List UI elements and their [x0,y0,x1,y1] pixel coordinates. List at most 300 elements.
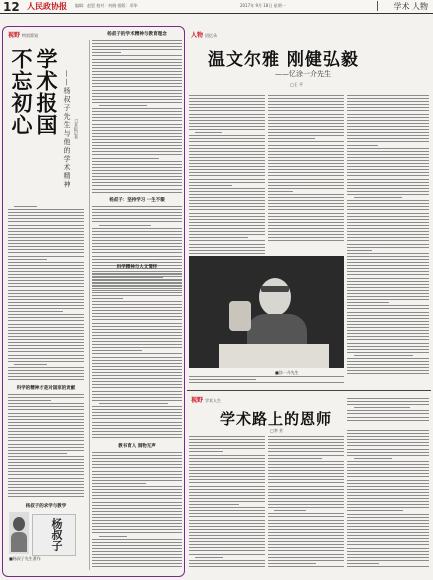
text-line [347,526,429,527]
text-line [268,98,344,99]
book-cover-title: 杨叔子 [50,518,63,551]
text-line [347,157,429,158]
text-line [92,394,182,395]
text-line [8,333,84,334]
text-line [8,305,84,306]
book-cover-image [32,514,76,556]
text-line [347,520,429,521]
text-line [92,529,182,530]
text-line [347,95,429,96]
text-line [268,129,344,130]
right-bottom-text-2 [268,436,344,570]
text-line [347,449,429,450]
text-line [189,439,265,440]
text-line [347,231,429,232]
text-line [347,175,429,176]
text-line [347,225,429,226]
text-line [92,279,182,280]
text-line [92,167,182,168]
text-line [92,148,182,149]
text-line [347,250,372,251]
text-line [92,363,182,364]
text-line [347,117,429,118]
text-line [268,120,344,121]
text-line [189,461,265,462]
text-line [92,212,182,213]
text-line [92,43,182,44]
text-line [274,510,306,511]
text-line [92,545,182,546]
text-line [347,367,429,368]
text-line [8,409,84,410]
text-line [92,341,182,342]
text-line [268,550,344,551]
right-top-title: 温文尔雅 刚健弘毅 [208,50,359,70]
text-line [189,182,265,183]
text-line [268,166,344,167]
text-line [92,301,182,302]
text-line [189,554,265,555]
text-line [347,514,429,515]
text-line [8,317,84,318]
text-line [92,151,182,152]
text-line [8,299,84,300]
page-number: 12 [3,0,20,14]
right-top-text-3 [347,95,429,380]
right-top-author: □王 平 [290,82,304,87]
text-line [92,418,182,419]
text-line [8,440,84,441]
text-line [347,417,429,418]
text-line [268,203,344,204]
text-line [8,327,84,328]
text-line [268,516,344,517]
text-line [347,265,429,266]
text-line [8,465,84,466]
text-line [347,461,429,462]
text-line [347,166,429,167]
text-line [189,231,265,232]
text-line [92,304,182,305]
text-line [92,102,182,103]
text-line [347,101,429,102]
text-line [189,526,265,527]
text-line [347,551,429,552]
text-line [8,416,84,417]
text-line [8,422,84,423]
text-line [189,107,265,108]
text-line [347,470,429,471]
text-line [92,412,182,413]
text-line [8,256,84,257]
text-line [347,467,429,468]
text-line [189,513,265,514]
text-line [189,464,265,465]
text-line [268,237,344,238]
text-line [92,249,182,250]
text-line [347,560,429,561]
text-line [268,114,344,115]
text-line [8,314,84,315]
text-line [92,111,182,112]
text-line [347,339,429,340]
text-line [268,535,344,536]
text-line [189,501,265,502]
text-line [347,420,429,421]
text-line [347,370,429,371]
text-line [268,117,344,118]
text-line [347,228,429,229]
text-line [189,154,265,155]
text-line [8,215,84,216]
text-line [268,216,344,217]
portrait-photo [189,256,344,368]
newspaper-logo: 人民政协报 [27,1,67,11]
text-line [92,276,182,277]
text-line [268,126,344,127]
text-line [195,132,222,133]
text-line [8,450,84,451]
text-line [268,194,344,195]
text-line [189,129,265,130]
text-line [92,360,182,361]
text-line [8,456,84,457]
text-line [92,477,182,478]
text-line [92,179,182,180]
text-line [347,98,429,99]
text-line [92,391,182,392]
text-line [92,474,182,475]
text-line [92,117,182,118]
text-line [92,526,182,527]
text-line [347,563,379,564]
text-line [268,554,344,555]
text-line [8,336,84,337]
text-line [8,437,84,438]
text-line [189,240,265,241]
text-line [268,504,344,505]
mid-headline: 杨叔子的学术精神与教育理念 [107,32,167,37]
text-line [92,387,182,388]
text-line [8,453,67,454]
text-line [92,40,182,41]
text-line [347,489,429,490]
text-line [347,278,429,279]
text-line [189,376,344,377]
text-line [189,516,265,517]
text-line [268,219,344,220]
text-line [92,384,182,385]
text-line [189,250,265,251]
text-line [268,169,344,170]
text-line [268,188,344,189]
text-line [347,256,429,257]
text-line [92,495,182,496]
text-line [92,133,182,134]
text-line [189,209,265,210]
text-line [189,492,265,493]
text-line [268,141,344,142]
text-line [268,538,344,539]
text-line [347,222,429,223]
text-line [268,240,344,241]
text-line [189,455,265,456]
text-line [8,234,84,235]
text-line [92,243,182,244]
text-line [268,107,344,108]
text-line [347,237,429,238]
text-line [189,445,265,446]
text-line [347,464,429,465]
text-line [347,299,429,300]
text-line [347,352,429,353]
text-line [268,489,344,490]
text-line [92,170,182,171]
text-line [189,141,265,142]
text-line [92,285,182,286]
text-line [92,252,182,253]
text-line [347,203,429,204]
text-line [268,513,344,514]
text-line [347,148,429,149]
text-line [268,234,344,235]
text-line [189,145,265,146]
text-line [347,404,429,405]
text-line [347,401,429,402]
text-line [189,451,223,452]
article-subtitle: ——杨叔子先生与他的学术精神 [63,70,71,189]
text-line [92,554,182,555]
text-line [347,430,429,431]
text-line [268,222,344,223]
text-line [92,271,182,272]
text-line [92,65,182,66]
text-line [92,434,182,435]
right-bottom-author: □李 芳 [270,428,284,433]
text-line [92,560,182,561]
text-line [347,501,429,502]
text-line [347,129,429,130]
text-line [92,62,182,63]
text-line [92,329,182,330]
text-line [347,504,429,505]
text-line [268,179,344,180]
text-line [8,286,84,287]
text-line [189,216,265,217]
text-line [8,419,84,420]
text-line [347,114,429,115]
text-line [92,397,182,398]
text-line [92,422,182,423]
text-line [189,200,265,201]
text-line [347,439,429,440]
text-line [268,507,344,508]
text-line [268,172,344,173]
text-line [189,160,265,161]
text-line [189,234,265,235]
text-line [347,182,429,183]
text-line [92,99,182,100]
article-author: □本报记者 [74,118,79,139]
text-line [347,495,429,496]
text-line [268,206,344,207]
text-line [189,529,265,530]
text-line [8,400,51,401]
text-line [8,237,84,238]
left-body-text-2 [8,394,84,502]
text-line [268,461,344,462]
column-rule [89,40,90,570]
text-line [92,492,182,493]
text-line [347,321,429,322]
text-line [347,333,429,334]
text-line [189,482,265,483]
text-line [92,319,182,320]
text-line [268,563,316,564]
text-line [8,290,84,291]
text-line [268,557,344,558]
text-line [92,90,182,91]
text-line [92,489,182,490]
text-line [8,308,84,309]
text-line [268,560,344,561]
text-line [189,560,265,561]
text-line [92,369,182,370]
text-line [8,490,84,491]
text-line [189,219,265,220]
text-line [8,293,84,294]
text-line [8,209,84,210]
text-line [99,105,147,106]
text-line [347,532,429,533]
text-line [189,504,239,505]
text-line [189,110,265,111]
text-line [347,361,429,362]
text-line [92,332,182,333]
text-line [189,95,265,96]
text-line [92,182,182,183]
text-line [189,104,265,105]
text-line [347,330,429,331]
text-line [189,197,265,198]
text-line [92,415,182,416]
text-line [8,431,84,432]
text-line [268,526,344,527]
text-line [268,445,344,446]
text-line [8,471,84,472]
text-line [92,68,182,69]
text-line [92,480,182,481]
text-line [189,185,232,186]
text-line [92,234,182,235]
right-top-subtitle: ——忆涂一介先生 [275,70,331,78]
text-line [8,478,84,479]
text-line [92,127,182,128]
text-line [92,452,182,453]
text-line [189,151,265,152]
text-line [268,95,344,96]
text-line [347,104,429,105]
text-line [268,476,344,477]
text-line [92,508,182,509]
text-line [8,296,84,297]
text-line [92,120,182,121]
author-portrait-photo [9,512,29,554]
text-line [347,544,429,545]
text-line [92,431,182,432]
text-line [347,548,429,549]
text-line [189,489,265,490]
text-line [8,355,84,356]
text-line [92,486,182,487]
text-line [92,262,182,263]
text-line [92,520,182,521]
text-line [92,49,182,50]
text-line [92,425,182,426]
text-line [92,551,182,552]
text-line [92,406,182,407]
text-line [189,213,265,214]
text-line [347,327,429,328]
text-line [268,200,344,201]
text-line [8,379,84,380]
text-line [354,458,393,459]
text-line [268,132,344,133]
text-line [268,225,344,226]
header-editor-info: 编辑：赵恩 校对：何晓 排版：邓华 [75,3,138,8]
text-line [92,375,182,376]
text-line [8,231,84,232]
text-line [8,243,84,244]
text-line [92,323,182,324]
text-line [92,206,182,207]
text-line [347,413,429,414]
text-line [268,138,315,139]
text-line [92,96,182,97]
text-line [92,86,182,87]
text-line [347,507,429,508]
text-line [92,458,182,459]
text-line [347,281,429,282]
text-line [347,517,429,518]
text-line [347,151,429,152]
text-line [347,535,429,536]
text-line [92,467,182,468]
text-line [347,110,429,111]
text-line [347,498,429,499]
text-line [347,433,429,434]
text-line [347,486,429,487]
text-line [92,455,182,456]
text-line [8,425,84,426]
text-line [347,107,429,108]
text-line [268,175,344,176]
text-line [347,274,429,275]
text-line [8,459,84,460]
mid-body-text-4 [92,452,182,570]
text-line [347,262,429,263]
text-line [92,566,182,567]
text-line [92,498,182,499]
text-line [189,191,265,192]
text-line [347,268,429,269]
text-line [8,324,84,325]
text-line [189,222,265,223]
text-line [92,511,182,512]
text-line [8,444,84,445]
text-line [268,455,344,456]
text-line [347,209,429,210]
